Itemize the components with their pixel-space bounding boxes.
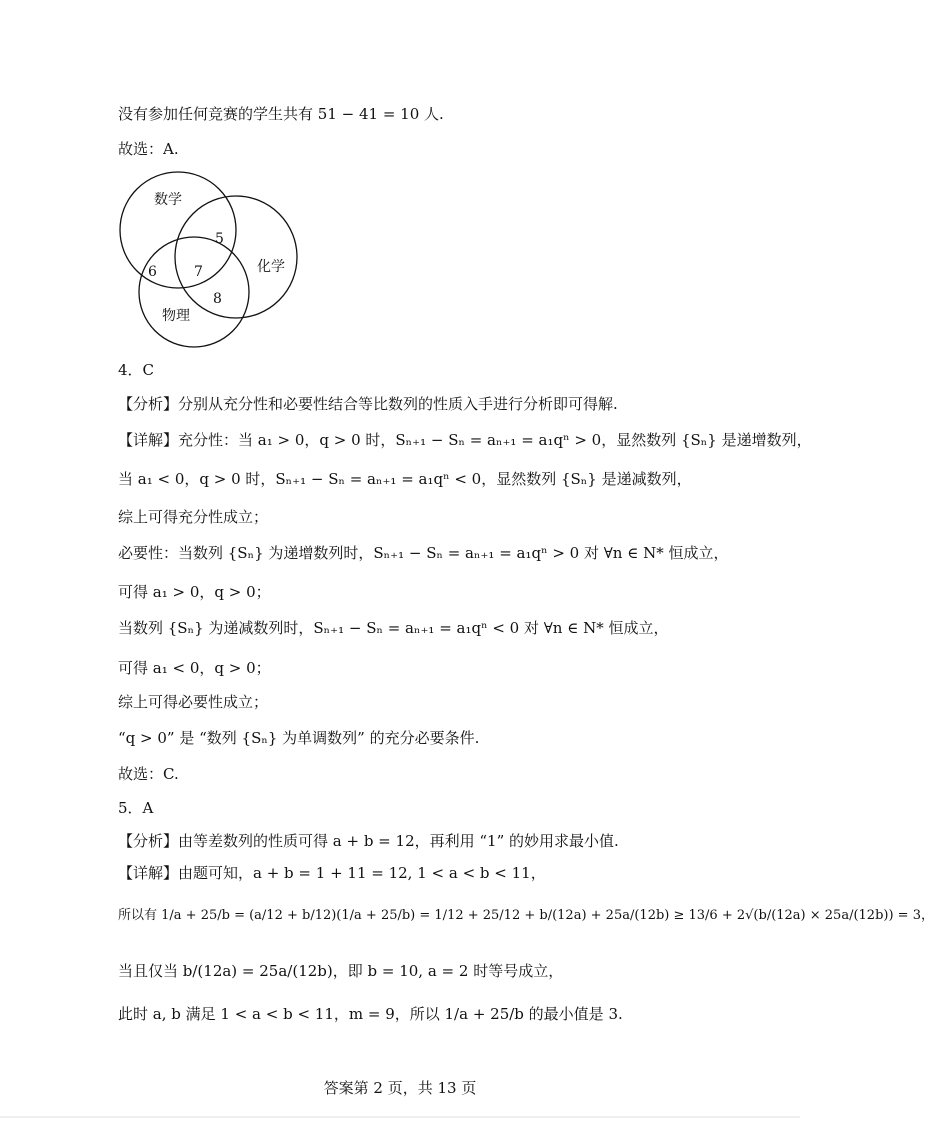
answer-4-detail-9: “q > 0” 是 “数列 {Sₙ} 为单调数列” 的充分必要条件. (118, 729, 480, 747)
answer-4-detail-6: 当数列 {Sₙ} 为递减数列时，Sₙ₊₁ − Sₙ = aₙ₊₁ = a₁qⁿ < 0 对 ∀n ∈ N* 恒成立， (118, 619, 669, 637)
answer-5-detail-1: 【详解】由题可知，a + b = 1 + 11 = 12, 1 < a < b < 11， (118, 864, 546, 882)
answer-4-detail-7: 可得 a₁ < 0，q > 0； (118, 659, 271, 677)
answer-5-detail-4: 此时 a, b 满足 1 < a < b < 11，m = 9，所以 1/a + 25/b 的最小值是 3. (118, 1005, 623, 1023)
math-circle (120, 172, 236, 288)
answer-4-detail-1: 【详解】充分性：当 a₁ > 0，q > 0 时，Sₙ₊₁ − Sₙ = aₙ₊₁ = a₁qⁿ > 0，显然数列 {Sₙ} 是递增数列， (118, 431, 812, 449)
answer-4-detail-4: 必要性：当数列 {Sₙ} 为递增数列时，Sₙ₊₁ − Sₙ = aₙ₊₁ = a₁qⁿ > 0 对 ∀n ∈ N* 恒成立， (118, 544, 729, 562)
answer-5-analysis: 【分析】由等差数列的性质可得 a + b = 12，再利用 “1” 的妙用求最小值. (118, 832, 619, 850)
answer-5-detail-2: 所以有 1/a + 25/b = (a/12 + b/12)(1/a + 25/b) = 1/12 + 25/12 + b/(12a) + 25a/(12b) ≥ 13/6 + 2√(b/(12a) × 25a/(12b)) = 3， (118, 908, 934, 923)
answer-4-detail-2: 当 a₁ < 0，q > 0 时，Sₙ₊₁ − Sₙ = aₙ₊₁ = a₁qⁿ < 0，显然数列 {Sₙ} 是递减数列， (118, 470, 692, 488)
answer-4-detail-8: 综上可得必要性成立； (118, 693, 269, 711)
venn-region-math-phys: 6 (148, 264, 157, 280)
venn-diagram (118, 170, 318, 350)
phys-circle (139, 237, 249, 347)
venn-label-chem: 化学 (257, 259, 285, 275)
answer-4-detail-5: 可得 a₁ > 0，q > 0； (118, 583, 271, 601)
answer-5-heading: 5．A (118, 799, 154, 817)
venn-region-chem-phys: 8 (213, 291, 222, 307)
venn-label-math: 数学 (154, 192, 182, 208)
answer-4-heading: 4．C (118, 361, 155, 379)
text-line-2: 故选：A. (118, 140, 179, 158)
bottom-divider (0, 1116, 800, 1118)
venn-label-phys: 物理 (162, 308, 190, 324)
venn-region-all: 7 (194, 264, 203, 280)
answer-4-choice: 故选：C. (118, 765, 179, 783)
page-footer: 答案第 2 页，共 13 页 (323, 1079, 477, 1097)
answer-4-detail-3: 综上可得充分性成立； (118, 508, 269, 526)
text-line-1: 没有参加任何竞赛的学生共有 51 − 41 = 10 人. (118, 105, 444, 123)
venn-region-math-chem: 5 (215, 231, 224, 247)
answer-4-analysis: 【分析】分别从充分性和必要性结合等比数列的性质入手进行分析即可得解. (118, 395, 618, 413)
answer-5-detail-3: 当且仅当 b/(12a) = 25a/(12b)，即 b = 10, a = 2 时等号成立， (118, 962, 564, 980)
